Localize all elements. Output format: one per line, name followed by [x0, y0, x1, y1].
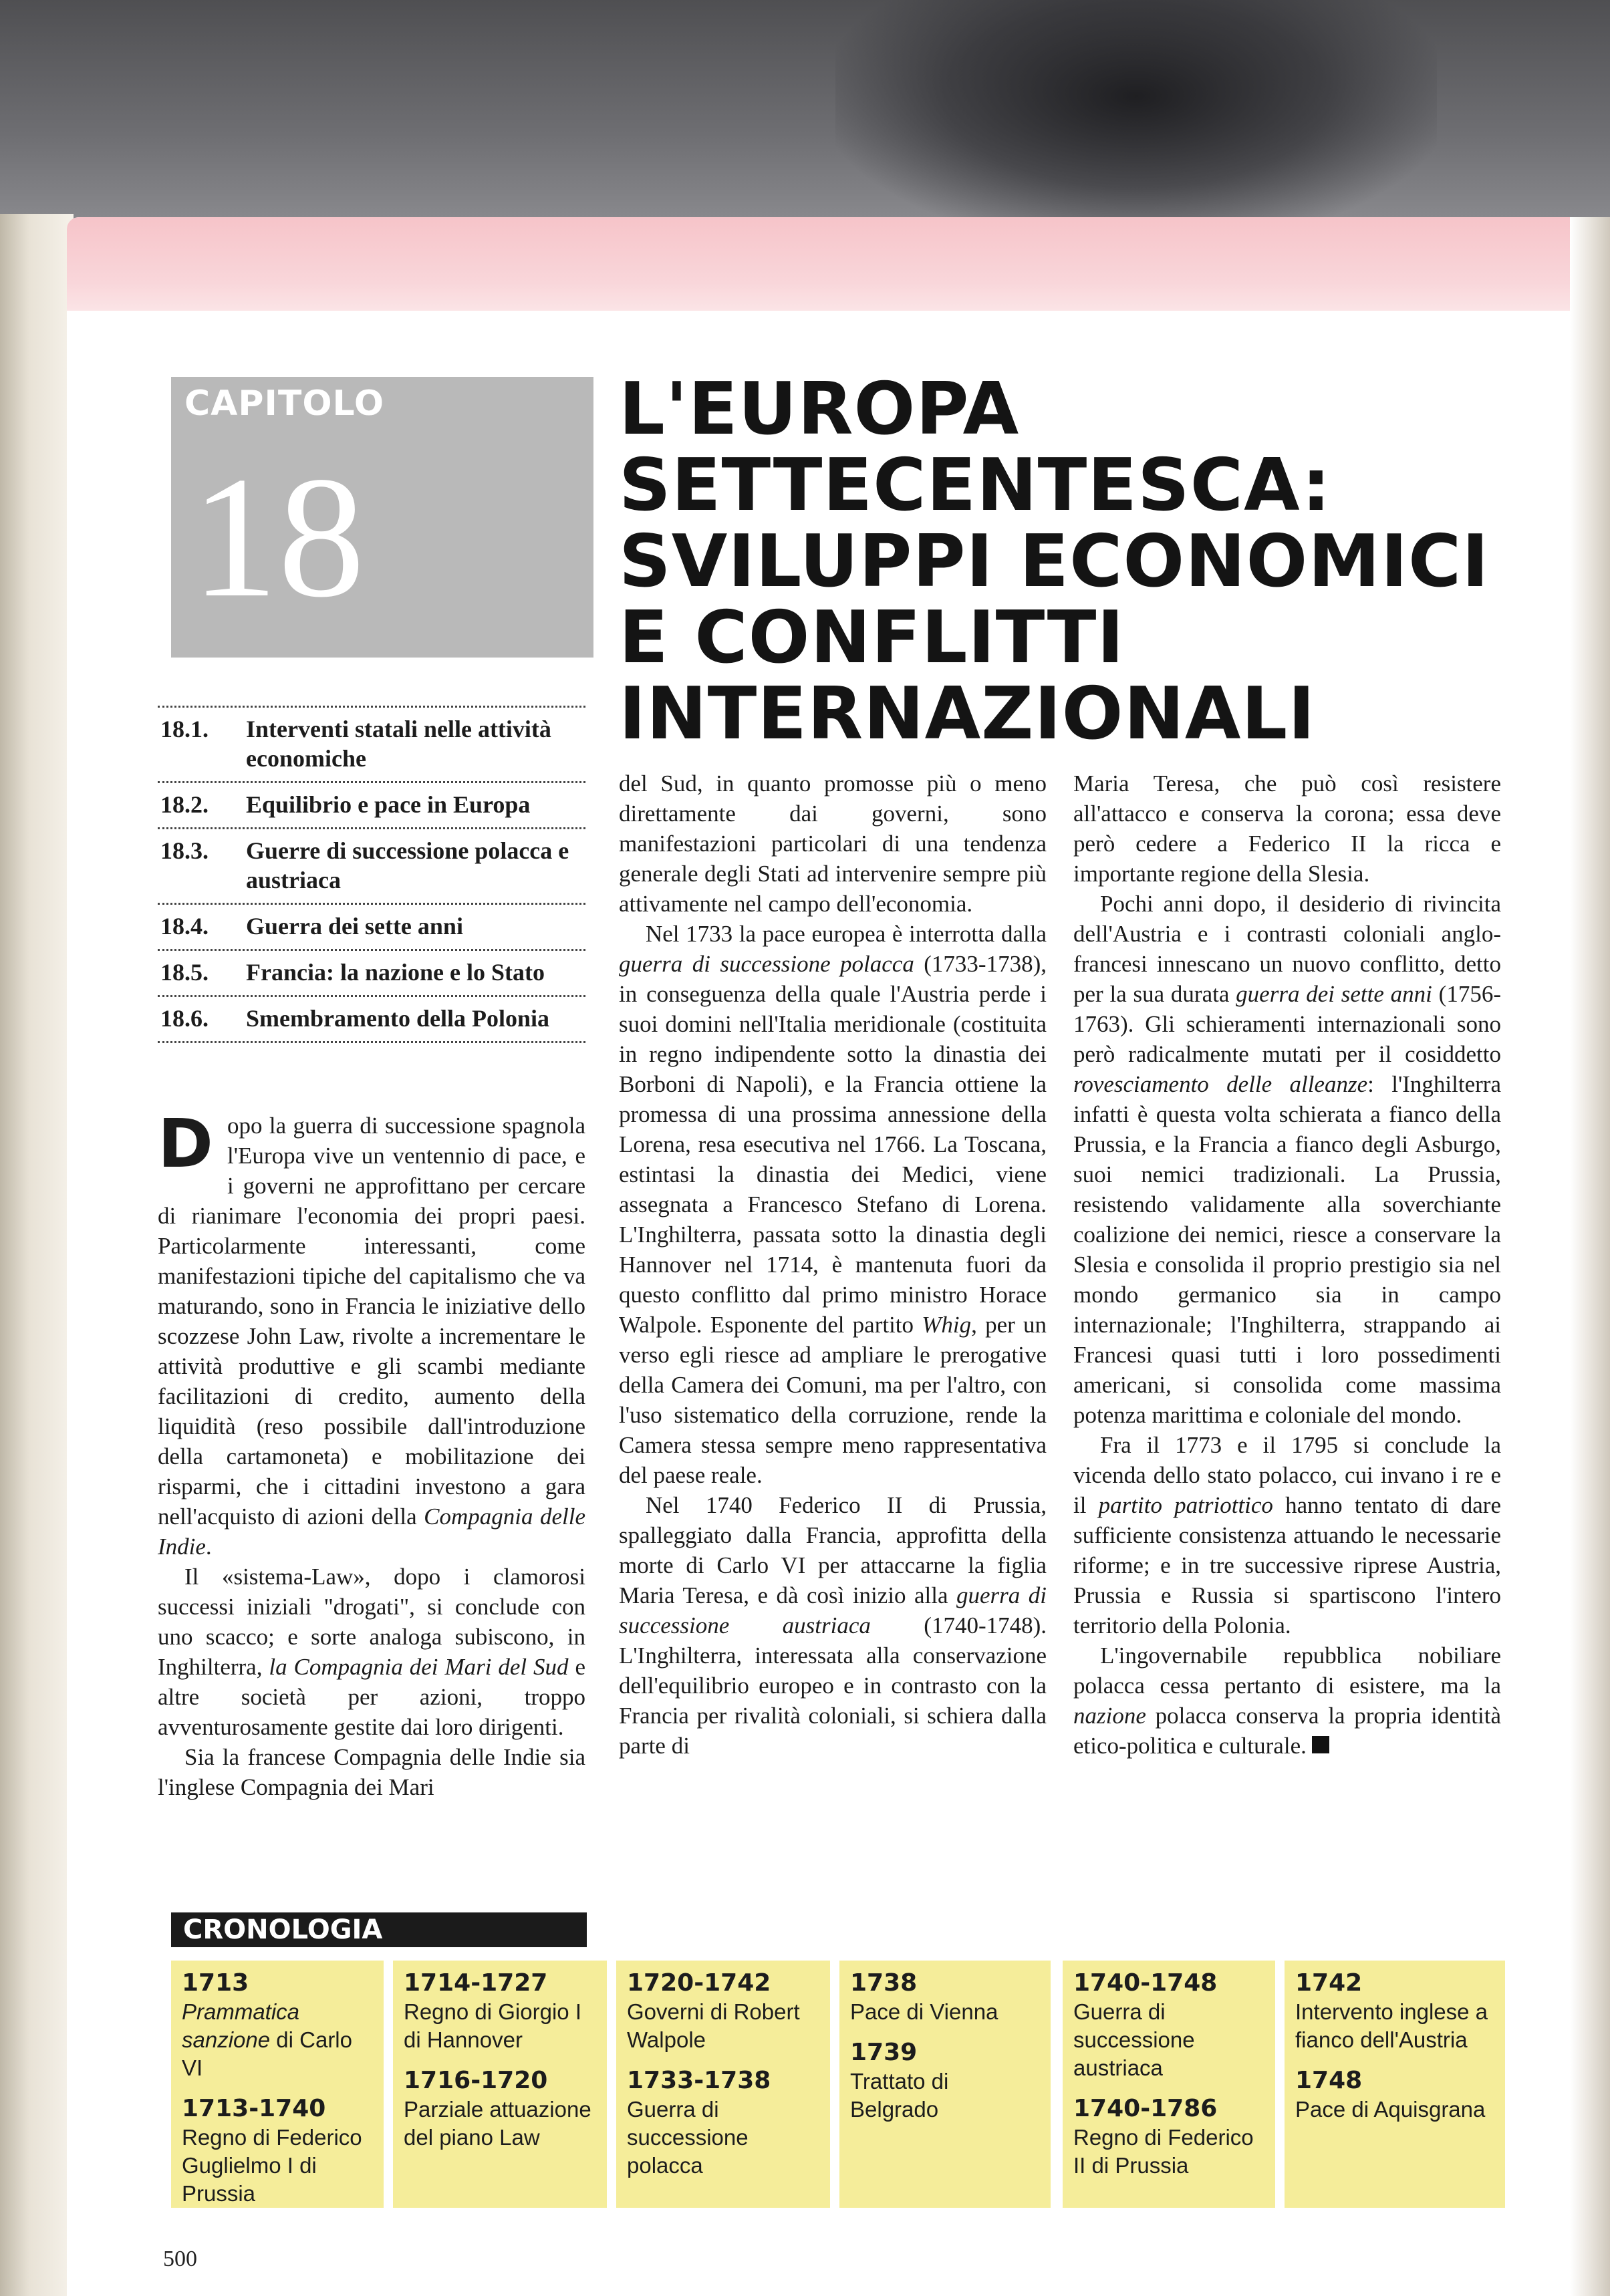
- title-line: INTERNAZIONALI: [619, 672, 1316, 756]
- chronology-text: Parziale attuazione del piano Law: [404, 2097, 591, 2150]
- text-italic: guerra di successione austriaca: [619, 1582, 1047, 1638]
- chronology-text-part: di Carlo VI: [182, 2027, 352, 2080]
- page-edge-right: [1570, 217, 1610, 2296]
- chronology-header: CRONOLOGIA: [171, 1912, 587, 1947]
- chronology-year: 1733-1738: [627, 2067, 771, 2094]
- page-edge-left: [0, 214, 74, 2296]
- text: e altre società per azioni, troppo avventurosamente gestite dai loro dirigenti.: [158, 1654, 585, 1740]
- toc-number: 18.1.: [160, 716, 209, 742]
- chapter-title: [619, 368, 1514, 756]
- chronology-text: Pace di Vienna: [850, 1999, 998, 2024]
- text: , per un verso egli riesce ad ampliare le prerogative della Camera dei Comuni, ma per l'altro, con l'uso sistematico della corruzione, rende la Camera stessa sempre meno rappresentativa del paese reale.: [619, 1312, 1047, 1488]
- text-italic: guerra dei sette anni: [1236, 981, 1432, 1007]
- text: L'ingovernabile repubblica nobiliare polacca cessa pertanto di esistere, ma la: [1073, 1642, 1501, 1699]
- chronology-year: 1742: [1295, 1969, 1363, 1997]
- text-italic: Whig: [922, 1312, 972, 1338]
- chronology-year: 1738: [850, 1969, 918, 1997]
- chronology-column: [839, 1961, 1051, 2208]
- chronology-column: [171, 1961, 384, 2208]
- paragraph: [1073, 1430, 1501, 1640]
- shadow: [835, 0, 1437, 241]
- chronology-column: [1285, 1961, 1505, 2208]
- chapter-box: [171, 377, 593, 658]
- text: Pochi anni dopo, il desiderio di rivincita dell'Austria e i contrasti coloniali anglo-francesi innescano un nuovo conflitto, detto per la sua durata: [1073, 891, 1501, 1007]
- body-column-2: [619, 768, 1047, 1761]
- text: (1740-1748). L'Inghilterra, interessata alla conservazione dell'equilibrio europeo e in contrasto con la Francia per rivalità coloniali, si schiera dalla parte di: [619, 1612, 1047, 1759]
- toc-item: [158, 903, 585, 949]
- paragraph: [1073, 1640, 1501, 1761]
- toc-text: Guerra dei sette anni: [246, 913, 463, 940]
- drop-cap: D: [158, 1105, 214, 1183]
- toc-text: Equilibrio e pace in Europa: [246, 791, 531, 818]
- text: (1756-1763). Gli schieramenti internazionali sono però radicalmente mutati per il cosiddetto: [1073, 981, 1501, 1067]
- text: Fra il 1773 e il 1795 si conclude la vicenda dello stato polacco, cui invano i re e il: [1073, 1432, 1501, 1518]
- chronology-year: 1740-1786: [1073, 2095, 1218, 2122]
- body-column-3: [1073, 768, 1501, 1761]
- text: Il «sistema-Law», dopo i clamorosi successi iniziali "drogati", si conclude con uno scacco; e sorte analoga subiscono, in Inghilterra,: [158, 1564, 585, 1680]
- toc-number: 18.3.: [160, 837, 209, 864]
- chronology-column: [616, 1961, 830, 2208]
- chronology-text: Pace di Aquisgrana: [1295, 2097, 1486, 2122]
- header-band: [67, 217, 1610, 311]
- paragraph: [619, 1490, 1047, 1761]
- toc-item: [158, 995, 585, 1043]
- toc-number: 18.4.: [160, 913, 209, 940]
- chronology-text: Guerra di successione austriaca: [1073, 1999, 1195, 2080]
- title-line: SVILUPPI ECONOMICI: [619, 520, 1490, 603]
- chronology-text: Trattato di Belgrado: [850, 2069, 949, 2122]
- toc-text: Smembramento della Polonia: [246, 1005, 549, 1032]
- toc-number: 18.2.: [160, 791, 209, 818]
- chapter-label: CAPITOLO: [184, 384, 385, 424]
- text-italic: rovesciamento delle alleanze: [1073, 1071, 1368, 1097]
- text-italic: nazione: [1073, 1703, 1146, 1729]
- chronology-year: 1713-1740: [182, 2095, 326, 2122]
- text: hanno tentato di dare sufficiente consistenza attuando le necessarie riforme; e in tre successive riprese Austria, Prussia e Russia si spartiscono l'intero territorio della Polonia.: [1073, 1492, 1501, 1638]
- page-number: 500: [163, 2247, 197, 2271]
- toc-number: 18.6.: [160, 1005, 209, 1032]
- text: opo la guerra di successione spagnola l'Europa vive un ventennio di pace, e i governi ne approfittano per cercare di rianimare l'economia dei propri paesi. Particolarmente interessanti, come manifestazioni tipiche del capitalismo che va maturando, sono in Francia le iniziative dello scozzese John Law, rivolte a incrementare le attività produttive e gli scambi mediante facilitazioni di credito, aumento della liquidità (reso possibile dall'introduzione della cartamoneta) e mobilitazione dei risparmi, che i cittadini investono a gara nell'acquisto di azioni della: [158, 1113, 585, 1530]
- toc-item: [158, 781, 585, 827]
- chronology-text-italic: Prammatica sanzione: [182, 1999, 300, 2052]
- chronology-column: [393, 1961, 607, 2208]
- chronology-year: 1713: [182, 1969, 249, 1997]
- text-italic: guerra di successione polacca: [619, 951, 914, 977]
- title-line: L'EUROPA: [619, 368, 1020, 451]
- end-mark-icon: [1312, 1736, 1329, 1753]
- chronology-text: Governi di Robert Walpole: [627, 1999, 800, 2052]
- toc-item: [158, 827, 585, 903]
- text: del Sud, in quanto promosse più o meno direttamente dai governi, sono manifestazioni particolari di una tendenza generale degli Stati ad intervenire sempre più attivamente nel campo dell'economia.: [619, 770, 1047, 917]
- chronology-year: 1739: [850, 2039, 918, 2066]
- text: polacca conserva la propria identità etico-politica e culturale.: [1073, 1703, 1501, 1759]
- text: Nel 1733 la pace europea è interrotta dalla: [646, 921, 1047, 947]
- title-line: E CONFLITTI: [619, 596, 1125, 680]
- toc-item: [158, 949, 585, 995]
- paragraph: [1073, 889, 1501, 1430]
- chronology-year: 1740-1748: [1073, 1969, 1218, 1997]
- text: Sia la francese Compagnia delle Indie sia l'inglese Compagnia dei Mari: [158, 1744, 585, 1800]
- chronology-column: [1063, 1961, 1275, 2208]
- chronology-text: Regno di Federico Guglielmo I di Prussia: [182, 2125, 362, 2206]
- toc-text: Interventi statali nelle attività economiche: [246, 716, 551, 772]
- text-italic: partito patriottico: [1098, 1492, 1273, 1518]
- paragraph: [158, 1562, 585, 1742]
- chronology-text: Guerra di successione polacca: [627, 2097, 749, 2178]
- paragraph: [619, 919, 1047, 1490]
- chronology-text: Regno di Federico II di Prussia: [1073, 2125, 1254, 2178]
- chronology-year: 1748: [1295, 2067, 1363, 2094]
- chronology-text: [182, 1998, 373, 2082]
- text: Nel 1740 Federico II di Prussia, spalleggiato dalla Francia, approfitta della morte di Carlo VI per attaccarne la figlia Maria Teresa, e dà così inizio alla: [619, 1492, 1047, 1608]
- paragraph: [619, 768, 1047, 919]
- toc-text: Francia: la nazione e lo Stato: [246, 959, 545, 986]
- chronology-year: 1716-1720: [404, 2067, 548, 2094]
- paragraph: [158, 1105, 585, 1562]
- toc-number: 18.5.: [160, 959, 209, 986]
- chronology-text: Regno di Giorgio I di Hannover: [404, 1999, 581, 2052]
- chronology-year: 1720-1742: [627, 1969, 771, 1997]
- body-column-1: [158, 1105, 585, 1802]
- text-italic: Compagnia delle Indie: [158, 1503, 585, 1560]
- chronology-text: Intervento inglese a fianco dell'Austria: [1295, 1999, 1488, 2052]
- toc-text: Guerre di successione polacca e austriaca: [246, 837, 569, 893]
- text: Maria Teresa, che può così resistere all'attacco e conserva la corona; essa deve però cedere a Federico II la ricca e importante regione della Slesia.: [1073, 770, 1501, 887]
- title-line: SETTECENTESCA:: [619, 444, 1331, 527]
- table-of-contents: [158, 706, 585, 1043]
- chronology-year: 1714-1727: [404, 1969, 548, 1997]
- text: .: [205, 1534, 212, 1560]
- text: : l'Inghilterra infatti è questa volta schierata a fianco della Prussia, e la Francia a fianco degli Asburgo, suoi nemici tradizionali. La Prussia, resistendo validamente alla soverchiante coalizione dei nemici, riesce a conservare la Slesia e consolida il proprio prestigio sia nel mondo germanico sia in campo internazionale; l'Inghilterra, strappando ai Francesi quasi tutti i loro possedimenti americani, si consolida come massima potenza marittima e coloniale del mondo.: [1073, 1071, 1501, 1428]
- paragraph: [158, 1742, 585, 1802]
- text-italic: la Compagnia dei Mari del Sud: [269, 1654, 569, 1680]
- text: (1733-1738), in conseguenza della quale l'Austria perde i suoi domini nell'Italia meridionale (costituita in regno indipendente sotto la dinastia dei Borboni di Napoli), e la Francia ottiene la promessa di una prossima annessione della Lorena, resa esecutiva nel 1766. La Toscana, estintasi la dinastia dei Medici, viene assegnata a Francesco Stefano di Lorena. L'Inghilterra, passata sotto la dinastia degli Hannover nel 1714, è mantenuta fuori da questo conflitto dal primo ministro Horace Walpole. Esponente del partito: [619, 951, 1047, 1338]
- toc-item: [158, 706, 585, 781]
- chapter-number: 18: [191, 441, 365, 633]
- paragraph: [1073, 768, 1501, 889]
